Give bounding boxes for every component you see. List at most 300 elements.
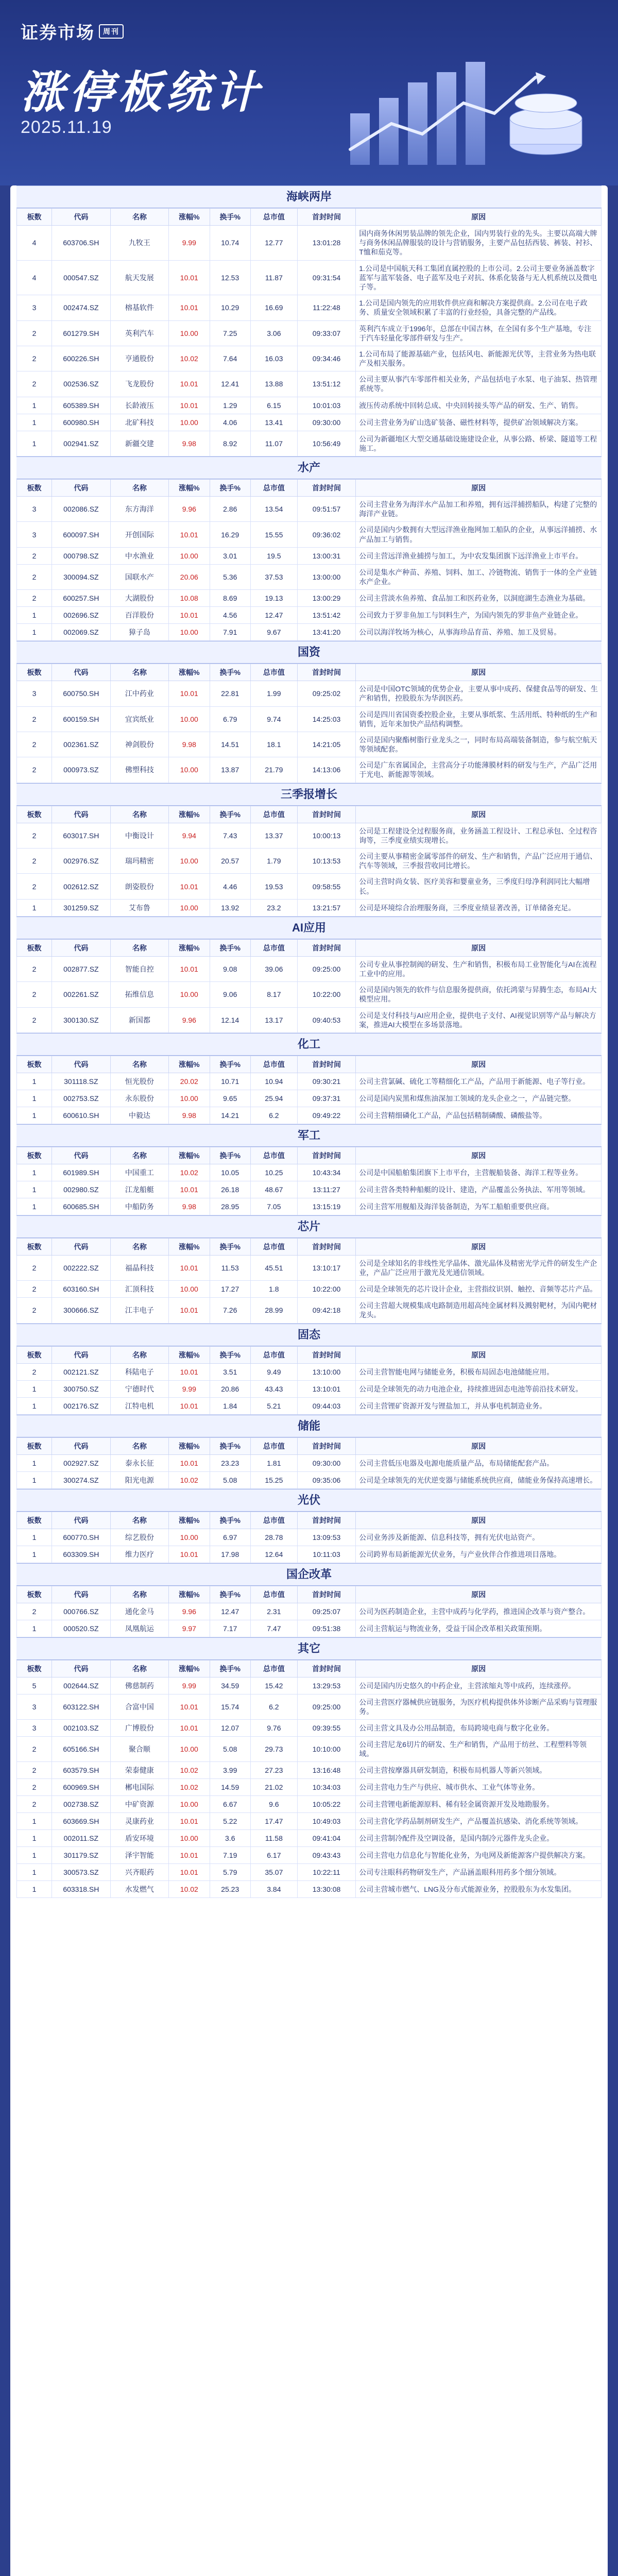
reason: 公司致力于罗非鱼加工与饲料生产，为国内领先的罗非鱼产业链企业。	[356, 607, 602, 624]
change-pct: 10.02	[169, 1881, 210, 1898]
market-cap: 19.13	[250, 590, 297, 607]
stock-code: 002536.SZ	[52, 371, 111, 397]
turnover-pct: 13.87	[210, 757, 250, 783]
stock-name: 神剑股份	[110, 732, 169, 757]
column-header: 板数	[17, 1056, 52, 1073]
column-header: 原因	[356, 1346, 602, 1363]
stock-name: 航天发展	[110, 260, 169, 295]
change-pct: 10.00	[169, 706, 210, 732]
column-header: 涨幅%	[169, 1346, 210, 1363]
first-seal-time: 10:10:00	[297, 1737, 356, 1762]
change-pct: 10.01	[169, 371, 210, 397]
main-panel	[10, 185, 608, 2576]
stock-code: 300274.SZ	[52, 1471, 111, 1488]
turnover-pct: 4.46	[210, 874, 250, 899]
change-pct: 10.01	[169, 397, 210, 414]
column-header: 首封时间	[297, 664, 356, 681]
turnover-pct: 20.57	[210, 849, 250, 874]
limit-count: 2	[17, 706, 52, 732]
change-pct: 9.99	[169, 1677, 210, 1694]
column-header: 涨幅%	[169, 209, 210, 226]
change-pct: 9.96	[169, 497, 210, 522]
table-row	[17, 1090, 602, 1107]
section-title: 光伏	[16, 1489, 602, 1512]
first-seal-time: 14:13:06	[297, 757, 356, 783]
stock-name: 九牧王	[110, 226, 169, 261]
limit-count: 2	[17, 982, 52, 1007]
column-header: 原因	[356, 1056, 602, 1073]
change-pct: 20.02	[169, 1073, 210, 1090]
stock-code: 600969.SH	[52, 1779, 111, 1796]
limit-count: 2	[17, 1737, 52, 1762]
stock-code: 002069.SZ	[52, 624, 111, 641]
table-row	[17, 1830, 602, 1847]
column-header: 换手%	[210, 1346, 250, 1363]
reason: 公司专业从事控制阀的研发、生产和销售，积极布局工业智能化与AI在流程工业中的应用。	[356, 956, 602, 981]
stock-name: 中矿资源	[110, 1796, 169, 1813]
table-row	[17, 397, 602, 414]
turnover-pct: 10.74	[210, 226, 250, 261]
reason: 公司主营尼龙6切片的研发、生产和销售，产品用于纺丝、工程塑料等领域。	[356, 1737, 602, 1762]
turnover-pct: 11.53	[210, 1255, 250, 1280]
column-header: 换手%	[210, 480, 250, 497]
stock-code: 002474.SZ	[52, 295, 111, 320]
table-header-row	[17, 664, 602, 681]
reason: 公司跨界布局新能源光伏业务，与产业伙伴合作推进项目落地。	[356, 1546, 602, 1563]
first-seal-time: 09:30:00	[297, 414, 356, 431]
market-cap: 11.87	[250, 260, 297, 295]
section-12	[16, 1563, 602, 1637]
turnover-pct: 12.14	[210, 1007, 250, 1032]
first-seal-time: 13:41:20	[297, 624, 356, 641]
limit-count: 1	[17, 1181, 52, 1198]
limit-count: 2	[17, 956, 52, 981]
first-seal-time: 09:51:57	[297, 497, 356, 522]
stock-name: 通化金马	[110, 1603, 169, 1620]
stock-name: 福晶科技	[110, 1255, 169, 1280]
limit-count: 1	[17, 1090, 52, 1107]
reason: 公司主营淡水鱼养殖、食品加工和医药业务，以洞庭湖生态渔业为基础。	[356, 590, 602, 607]
stock-code: 603669.SH	[52, 1813, 111, 1830]
stock-name: 智能自控	[110, 956, 169, 981]
reason: 公司是全球领先的芯片设计企业，主营指纹识别、触控、音频等芯片产品。	[356, 1281, 602, 1298]
limit-up-table	[16, 1437, 602, 1489]
column-header: 板数	[17, 1147, 52, 1164]
column-header: 板数	[17, 480, 52, 497]
column-header: 首封时间	[297, 1660, 356, 1677]
column-header: 涨幅%	[169, 1660, 210, 1677]
market-cap: 7.47	[250, 1620, 297, 1637]
limit-count: 1	[17, 397, 52, 414]
limit-count: 1	[17, 1397, 52, 1414]
first-seal-time: 09:44:03	[297, 1397, 356, 1414]
column-header: 首封时间	[297, 939, 356, 956]
table-row	[17, 1363, 602, 1380]
reason: 公司为医药制造企业，主营中成药与化学药，推进国企改革与资产整合。	[356, 1603, 602, 1620]
table-row	[17, 414, 602, 431]
reason: 公司主营精细磷化工产品，产品包括精制磷酸、磷酸盐等。	[356, 1107, 602, 1124]
table-row	[17, 226, 602, 261]
limit-up-table	[16, 1586, 602, 1637]
stock-code: 002176.SZ	[52, 1397, 111, 1414]
first-seal-time: 13:09:53	[297, 1529, 356, 1546]
stock-name: 中衡设计	[110, 823, 169, 848]
stock-name: 宁德时代	[110, 1380, 169, 1397]
market-cap: 5.21	[250, 1397, 297, 1414]
reason: 英利汽车成立于1996年，总部在中国吉林，在全国有多个生产基地，专注于汽车轻量化零部件研发与生产。	[356, 320, 602, 346]
stock-code: 603017.SH	[52, 823, 111, 848]
limit-count: 4	[17, 260, 52, 295]
limit-up-table	[16, 939, 602, 1033]
first-seal-time: 10:56:49	[297, 431, 356, 456]
reason: 公司是国内历史悠久的中药企业，主营浓缩丸等中成药，连续涨停。	[356, 1677, 602, 1694]
stock-name: 拓维信息	[110, 982, 169, 1007]
turnover-pct: 4.56	[210, 607, 250, 624]
section-title: 国资	[16, 641, 602, 664]
turnover-pct: 16.29	[210, 522, 250, 547]
table-header-row	[17, 1660, 602, 1677]
stock-name: 佛塑科技	[110, 757, 169, 783]
table-header-row	[17, 1586, 602, 1603]
column-header: 名称	[110, 806, 169, 823]
turnover-pct: 10.05	[210, 1164, 250, 1181]
limit-count: 2	[17, 1779, 52, 1796]
limit-count: 2	[17, 849, 52, 874]
section-10	[16, 1415, 602, 1489]
limit-up-table	[16, 1056, 602, 1124]
change-pct: 10.01	[169, 1847, 210, 1864]
column-header: 原因	[356, 1238, 602, 1255]
reason: 公司是国内领先的软件与信息服务提供商，依托鸿蒙与昇腾生态，布局AI大模型应用。	[356, 982, 602, 1007]
change-pct: 10.01	[169, 1181, 210, 1198]
change-pct: 10.02	[169, 346, 210, 371]
change-pct: 10.01	[169, 956, 210, 981]
turnover-pct: 6.67	[210, 1796, 250, 1813]
market-cap: 11.58	[250, 1830, 297, 1847]
column-header: 总市值	[250, 1512, 297, 1529]
turnover-pct: 26.18	[210, 1181, 250, 1198]
stock-code: 002738.SZ	[52, 1796, 111, 1813]
table-row	[17, 431, 602, 456]
turnover-pct: 3.01	[210, 547, 250, 564]
column-header: 总市值	[250, 1346, 297, 1363]
change-pct: 10.01	[169, 1694, 210, 1719]
stock-code: 002644.SZ	[52, 1677, 111, 1694]
table-row	[17, 624, 602, 641]
column-header: 板数	[17, 664, 52, 681]
table-row	[17, 1255, 602, 1280]
stock-code: 000798.SZ	[52, 547, 111, 564]
reason: 公司是中国OTC领域的优势企业，主要从事中成药、保健食品等的研发、生产和销售，控股股东为华润医药。	[356, 681, 602, 706]
column-header: 首封时间	[297, 1056, 356, 1073]
section-7	[16, 1124, 602, 1215]
column-header: 总市值	[250, 1660, 297, 1677]
stock-name: 中水渔业	[110, 547, 169, 564]
column-header: 换手%	[210, 939, 250, 956]
stock-code: 603706.SH	[52, 226, 111, 261]
stock-code: 000520.SZ	[52, 1620, 111, 1637]
reason: 公司主营电力生产与供应、城市供水、工业气体等业务。	[356, 1779, 602, 1796]
market-cap: 18.1	[250, 732, 297, 757]
turnover-pct: 14.59	[210, 1779, 250, 1796]
stock-name: 宜宾纸业	[110, 706, 169, 732]
stock-code: 603160.SH	[52, 1281, 111, 1298]
first-seal-time: 13:51:42	[297, 607, 356, 624]
reason: 公司主要从事精密金属零部件的研发、生产和销售，产品广泛应用于通信、汽车等领域，三季报营收同比增长。	[356, 849, 602, 874]
change-pct: 20.06	[169, 564, 210, 589]
table-row	[17, 823, 602, 848]
turnover-pct: 13.92	[210, 899, 250, 916]
column-header: 代码	[52, 1056, 111, 1073]
first-seal-time: 09:58:55	[297, 874, 356, 899]
table-row	[17, 1813, 602, 1830]
change-pct: 10.00	[169, 624, 210, 641]
market-cap: 17.47	[250, 1813, 297, 1830]
column-header: 原因	[356, 806, 602, 823]
change-pct: 9.99	[169, 1380, 210, 1397]
stock-code: 300750.SZ	[52, 1380, 111, 1397]
stock-code: 601989.SH	[52, 1164, 111, 1181]
stock-code: 002103.SZ	[52, 1720, 111, 1737]
section-title: AI应用	[16, 917, 602, 939]
market-cap: 3.06	[250, 320, 297, 346]
reason: 公司主营业务为矿山选矿装备、磁性材料等，提供矿冶领域解决方案。	[356, 414, 602, 431]
stock-code: 002121.SZ	[52, 1363, 111, 1380]
column-header: 名称	[110, 1056, 169, 1073]
column-header: 涨幅%	[169, 1147, 210, 1164]
market-cap: 1.8	[250, 1281, 297, 1298]
column-header: 涨幅%	[169, 480, 210, 497]
turnover-pct: 4.06	[210, 414, 250, 431]
section-3	[16, 641, 602, 783]
section-1	[16, 185, 602, 456]
section-title: 国企改革	[16, 1563, 602, 1586]
section-9	[16, 1324, 602, 1415]
turnover-pct: 12.07	[210, 1720, 250, 1737]
limit-count: 1	[17, 1813, 52, 1830]
first-seal-time: 10:11:03	[297, 1546, 356, 1563]
table-row	[17, 1881, 602, 1898]
first-seal-time: 10:05:22	[297, 1796, 356, 1813]
table-row	[17, 1762, 602, 1779]
column-header: 代码	[52, 1437, 111, 1454]
column-header: 板数	[17, 1238, 52, 1255]
column-header: 原因	[356, 209, 602, 226]
first-seal-time: 09:37:31	[297, 1090, 356, 1107]
stock-code: 002361.SZ	[52, 732, 111, 757]
limit-count: 1	[17, 1830, 52, 1847]
first-seal-time: 09:31:54	[297, 260, 356, 295]
stock-code: 605166.SH	[52, 1737, 111, 1762]
section-6	[16, 1033, 602, 1124]
column-header: 总市值	[250, 1437, 297, 1454]
market-cap: 27.23	[250, 1762, 297, 1779]
limit-count: 1	[17, 1847, 52, 1864]
reason: 公司是支付科技与AI应用企业，提供电子支付、AI视觉识别等产品与解决方案，推进AI大模型在多场景落地。	[356, 1007, 602, 1032]
stock-name: 泰永长征	[110, 1454, 169, 1471]
first-seal-time: 10:22:11	[297, 1864, 356, 1881]
reason: 公司以海洋牧场为核心，从事海珍品育苗、养殖、加工及贸易。	[356, 624, 602, 641]
market-cap: 21.02	[250, 1779, 297, 1796]
stock-code: 600750.SH	[52, 681, 111, 706]
change-pct: 10.01	[169, 1397, 210, 1414]
turnover-pct: 28.95	[210, 1198, 250, 1215]
limit-count: 2	[17, 1363, 52, 1380]
column-header: 名称	[110, 209, 169, 226]
table-header-row	[17, 1346, 602, 1363]
brand-name: 证券市场	[21, 23, 95, 43]
change-pct: 10.00	[169, 899, 210, 916]
column-header: 代码	[52, 1512, 111, 1529]
first-seal-time: 09:30:21	[297, 1073, 356, 1090]
market-cap: 1.79	[250, 849, 297, 874]
limit-count: 2	[17, 1762, 52, 1779]
turnover-pct: 20.86	[210, 1380, 250, 1397]
table-row	[17, 1720, 602, 1737]
stock-code: 002696.SZ	[52, 607, 111, 624]
turnover-pct: 3.99	[210, 1762, 250, 1779]
turnover-pct: 6.97	[210, 1529, 250, 1546]
column-header: 涨幅%	[169, 806, 210, 823]
reason: 公司主营城市燃气、LNG及分布式能源业务，控股股东为水发集团。	[356, 1881, 602, 1898]
stock-name: 中船防务	[110, 1198, 169, 1215]
column-header: 板数	[17, 806, 52, 823]
change-pct: 10.00	[169, 757, 210, 783]
stock-code: 002612.SZ	[52, 874, 111, 899]
change-pct: 10.01	[169, 1864, 210, 1881]
table-row	[17, 1298, 602, 1323]
stock-name: 广博股份	[110, 1720, 169, 1737]
limit-count: 1	[17, 1471, 52, 1488]
market-cap: 1.81	[250, 1454, 297, 1471]
market-cap: 6.15	[250, 397, 297, 414]
table-header-row	[17, 1056, 602, 1073]
table-row	[17, 1007, 602, 1032]
first-seal-time: 13:11:27	[297, 1181, 356, 1198]
stock-name: 泽宇智能	[110, 1847, 169, 1864]
market-cap: 19.5	[250, 547, 297, 564]
column-header: 总市值	[250, 209, 297, 226]
column-header: 总市值	[250, 1147, 297, 1164]
change-pct: 10.02	[169, 1164, 210, 1181]
first-seal-time: 13:00:00	[297, 564, 356, 589]
change-pct: 10.01	[169, 874, 210, 899]
table-row	[17, 982, 602, 1007]
first-seal-time: 10:13:53	[297, 849, 356, 874]
reason: 国内商务休闲男装品牌的领先企业，国内男装行业的先头。主要以高端大牌与商务休闲品牌服装的设计与营销服务，主要产品包括西装、裤装、衬衫、T恤和茄克等。	[356, 226, 602, 261]
reason: 公司主营电力信息化与智能化业务，为电网及新能源客户提供解决方案。	[356, 1847, 602, 1864]
column-header: 名称	[110, 664, 169, 681]
market-cap: 8.17	[250, 982, 297, 1007]
table-row	[17, 1198, 602, 1215]
section-title: 军工	[16, 1124, 602, 1147]
limit-count: 1	[17, 1529, 52, 1546]
market-cap: 19.53	[250, 874, 297, 899]
stock-name: 凤凰航运	[110, 1620, 169, 1637]
limit-count: 2	[17, 732, 52, 757]
market-cap: 28.99	[250, 1298, 297, 1323]
first-seal-time: 09:34:46	[297, 346, 356, 371]
change-pct: 10.00	[169, 982, 210, 1007]
stock-code: 600226.SH	[52, 346, 111, 371]
turnover-pct: 9.06	[210, 982, 250, 1007]
market-cap: 10.25	[250, 1164, 297, 1181]
market-cap: 6.17	[250, 1847, 297, 1864]
column-header: 板数	[17, 209, 52, 226]
first-seal-time: 13:00:29	[297, 590, 356, 607]
column-header: 总市值	[250, 939, 297, 956]
market-cap: 13.41	[250, 414, 297, 431]
turnover-pct: 7.25	[210, 320, 250, 346]
brand-tag: 周刊	[99, 24, 124, 39]
change-pct: 10.01	[169, 295, 210, 320]
limit-count: 3	[17, 295, 52, 320]
first-seal-time: 09:30:00	[297, 1454, 356, 1471]
stock-name: 榕基软件	[110, 295, 169, 320]
stock-code: 300573.SZ	[52, 1864, 111, 1881]
stock-name: 百洋股份	[110, 607, 169, 624]
column-header: 代码	[52, 664, 111, 681]
column-header: 代码	[52, 1238, 111, 1255]
reason: 公司是四川省国资委控股企业，主要从事纸浆、生活用纸、特种纸的生产和销售，近年来加快产品结构调整。	[356, 706, 602, 732]
stock-name: 聚合顺	[110, 1737, 169, 1762]
stock-code: 603122.SH	[52, 1694, 111, 1719]
table-row	[17, 1107, 602, 1124]
column-header: 名称	[110, 480, 169, 497]
limit-count: 1	[17, 1198, 52, 1215]
table-row	[17, 1620, 602, 1637]
first-seal-time: 09:41:04	[297, 1830, 356, 1847]
limit-up-table	[16, 479, 602, 641]
table-row	[17, 1454, 602, 1471]
stock-name: 亨通股份	[110, 346, 169, 371]
first-seal-time: 10:43:34	[297, 1164, 356, 1181]
first-seal-time: 13:01:28	[297, 226, 356, 261]
reason: 公司是国内聚酯树脂行业龙头之一，同时布局高端装备制造，参与航空航天等领域配套。	[356, 732, 602, 757]
turnover-pct: 3.51	[210, 1363, 250, 1380]
table-row	[17, 1471, 602, 1488]
first-seal-time: 09:43:43	[297, 1847, 356, 1864]
reason: 公司主营医疗器械供应链服务，为医疗机构提供体外诊断产品采购与管理服务。	[356, 1694, 602, 1719]
market-cap: 3.84	[250, 1881, 297, 1898]
stock-name: 兴齐眼药	[110, 1864, 169, 1881]
change-pct: 10.00	[169, 547, 210, 564]
limit-count: 1	[17, 1073, 52, 1090]
table-row	[17, 1694, 602, 1719]
column-header: 总市值	[250, 664, 297, 681]
table-row	[17, 1380, 602, 1397]
market-cap: 48.67	[250, 1181, 297, 1198]
reason: 公司主营智能电网与储能业务，积极布局固态电池储能应用。	[356, 1363, 602, 1380]
stock-code: 603318.SH	[52, 1881, 111, 1898]
first-seal-time: 09:42:18	[297, 1298, 356, 1323]
market-cap: 21.79	[250, 757, 297, 783]
stock-code: 002011.SZ	[52, 1830, 111, 1847]
reason: 公司主营化学药品制剂研发生产，产品覆盖抗感染、消化系统等领域。	[356, 1813, 602, 1830]
change-pct: 9.98	[169, 431, 210, 456]
column-header: 名称	[110, 1512, 169, 1529]
column-header: 板数	[17, 1586, 52, 1603]
column-header: 首封时间	[297, 1512, 356, 1529]
turnover-pct: 7.43	[210, 823, 250, 848]
stock-code: 601279.SH	[52, 320, 111, 346]
first-seal-time: 10:22:00	[297, 1281, 356, 1298]
reason: 公司是环境综合治理服务商，三季度业绩显著改善，订单储备充足。	[356, 899, 602, 916]
stock-code: 300094.SZ	[52, 564, 111, 589]
table-header-row	[17, 1437, 602, 1454]
limit-up-table	[16, 1512, 602, 1563]
stock-name: 维力医疗	[110, 1546, 169, 1563]
